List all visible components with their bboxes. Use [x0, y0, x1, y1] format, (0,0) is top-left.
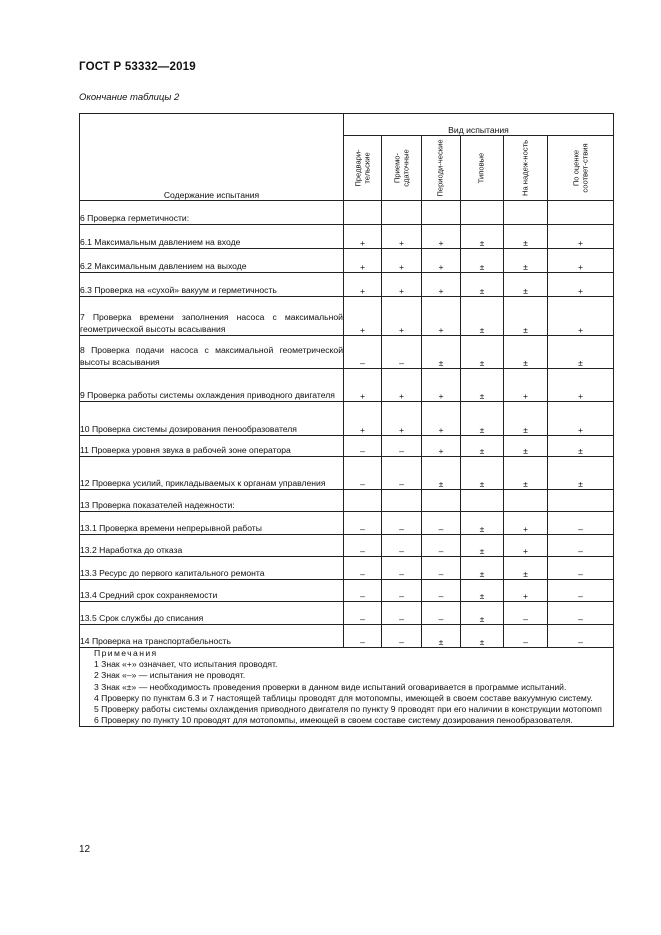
header-row-top: [80, 114, 614, 136]
row-mark: ±: [461, 602, 504, 625]
row-mark: –: [382, 436, 422, 457]
row-mark: +: [382, 402, 422, 436]
table-row: [80, 535, 614, 557]
row-mark: ±: [461, 297, 504, 336]
row-mark: +: [548, 249, 614, 273]
row-description: 13.1 Проверка времени непрерывной работы: [80, 512, 344, 535]
row-mark: +: [344, 225, 382, 249]
row-description: 13.5 Срок службы до списания: [80, 602, 344, 625]
document-standard-title: ГОСТ Р 53332—2019: [79, 61, 196, 73]
row-mark: –: [344, 625, 382, 648]
table-row: [80, 602, 614, 625]
row-mark: +: [344, 249, 382, 273]
table-row: [80, 512, 614, 535]
row-mark: +: [422, 297, 461, 336]
table-row: [80, 625, 614, 648]
row-mark: –: [382, 557, 422, 580]
table-row: [80, 557, 614, 580]
row-mark: +: [382, 273, 422, 297]
row-mark: +: [422, 273, 461, 297]
row-mark: ±: [461, 336, 504, 369]
row-description: 11 Проверка уровня звука в рабочей зоне оператора: [80, 436, 344, 457]
row-mark: –: [382, 625, 422, 648]
test-types-table: [79, 113, 614, 727]
row-description: 6.3 Проверка на «сухой» вакуум и герметичность: [80, 273, 344, 297]
row-mark: ±: [548, 457, 614, 490]
row-mark: –: [344, 512, 382, 535]
header-col: [422, 136, 461, 201]
row-mark: –: [344, 602, 382, 625]
header-col: [548, 136, 614, 201]
row-mark: ±: [422, 625, 461, 648]
row-mark: +: [422, 369, 461, 402]
row-mark: [382, 490, 422, 512]
row-mark: [461, 490, 504, 512]
table-row: [80, 225, 614, 249]
row-description: 13 Проверка показателей надежности:: [80, 490, 344, 512]
header-col-label: Приемо-сдаточные: [391, 149, 410, 187]
row-description: 13.4 Средний срок сохраняемости: [80, 580, 344, 602]
row-mark: +: [344, 273, 382, 297]
header-col: [382, 136, 422, 201]
row-mark: [504, 490, 548, 512]
header-content: Содержание испытания: [80, 114, 344, 201]
row-mark: –: [548, 557, 614, 580]
row-description: 14 Проверка на транспортабельность: [80, 625, 344, 648]
row-mark: –: [548, 535, 614, 557]
row-description: 6.1 Максимальным давлением на входе: [80, 225, 344, 249]
row-mark: –: [344, 535, 382, 557]
row-mark: ±: [504, 457, 548, 490]
row-mark: +: [382, 369, 422, 402]
row-mark: –: [504, 625, 548, 648]
row-mark: ±: [422, 336, 461, 369]
row-mark: –: [344, 580, 382, 602]
row-mark: [382, 201, 422, 225]
row-mark: ±: [504, 273, 548, 297]
row-mark: ±: [548, 436, 614, 457]
row-mark: ±: [461, 512, 504, 535]
row-mark: ±: [461, 535, 504, 557]
row-mark: +: [548, 225, 614, 249]
row-mark: –: [548, 602, 614, 625]
row-mark: +: [548, 369, 614, 402]
row-mark: –: [382, 580, 422, 602]
row-mark: +: [504, 512, 548, 535]
table-row: [80, 369, 614, 402]
table-row: [80, 297, 614, 336]
row-mark: –: [548, 580, 614, 602]
note-item: 1 Знак «+» означает, что испытания проводят.: [94, 659, 278, 670]
row-mark: ±: [461, 557, 504, 580]
row-mark: –: [504, 602, 548, 625]
row-description: 6 Проверка герметичности:: [80, 201, 344, 225]
table-row: [80, 580, 614, 602]
row-mark: +: [548, 273, 614, 297]
row-mark: ±: [461, 457, 504, 490]
row-mark: ±: [461, 225, 504, 249]
row-description: 10 Проверка системы дозирования пенообразователя: [80, 402, 344, 436]
row-mark: +: [344, 369, 382, 402]
row-mark: ±: [504, 297, 548, 336]
row-mark: +: [344, 402, 382, 436]
header-col-label: Предвари-тельские: [352, 149, 371, 187]
row-mark: –: [548, 512, 614, 535]
table-row: [80, 490, 614, 512]
header-col: [504, 136, 548, 201]
row-description: 12 Проверка усилий, прикладываемых к органам управления: [80, 457, 344, 490]
row-mark: ±: [422, 457, 461, 490]
table-row: [80, 336, 614, 369]
row-mark: +: [548, 402, 614, 436]
row-mark: +: [422, 402, 461, 436]
row-mark: [344, 490, 382, 512]
row-mark: ±: [461, 273, 504, 297]
row-mark: –: [548, 625, 614, 648]
table-row: [80, 273, 614, 297]
notes-cell: [80, 648, 614, 727]
row-mark: –: [344, 436, 382, 457]
row-mark: [461, 201, 504, 225]
note-item: 4 Проверку по пунктам 6.3 и 7 настоящей таблицы проводят для мотопомпы, имеющей в своем составе вакуумную систему.: [94, 692, 593, 703]
row-mark: –: [344, 336, 382, 369]
note-item: 6 Проверку по пункту 10 проводят для мотопомпы, имеющей в своем составе систему дозирования пенообразователя.: [94, 715, 573, 726]
row-mark: [504, 201, 548, 225]
row-mark: –: [344, 457, 382, 490]
row-mark: –: [382, 457, 422, 490]
row-mark: [344, 201, 382, 225]
row-mark: ±: [504, 402, 548, 436]
row-mark: ±: [504, 249, 548, 273]
note-item: 5 Проверку работы системы охлаждения приводного двигателя по пункту 9 проводят при его наличии в конструкции мотопомп: [94, 704, 602, 715]
table-row: [80, 249, 614, 273]
row-mark: +: [504, 369, 548, 402]
row-mark: ±: [461, 402, 504, 436]
row-mark: +: [548, 297, 614, 336]
row-mark: +: [382, 297, 422, 336]
note-item: 3 Знак «±» — необходимость проведения проверки в данном виде испытаний оговаривается в программе испытаний.: [94, 681, 567, 692]
row-mark: –: [422, 602, 461, 625]
row-mark: +: [344, 297, 382, 336]
row-description: 6.2 Максимальным давлением на выходе: [80, 249, 344, 273]
row-mark: ±: [461, 580, 504, 602]
note-item: 2 Знак «–» — испытания не проводят.: [94, 670, 246, 681]
row-description: 13.3 Ресурс до первого капитального ремонта: [80, 557, 344, 580]
row-mark: ±: [548, 336, 614, 369]
row-mark: +: [422, 225, 461, 249]
table-caption: Окончание таблицы 2: [79, 92, 180, 103]
header-test-type: Вид испытания: [344, 114, 614, 136]
row-mark: +: [422, 436, 461, 457]
row-mark: +: [504, 535, 548, 557]
row-mark: ±: [461, 249, 504, 273]
header-col-label: Типовые: [476, 152, 486, 184]
row-mark: [548, 201, 614, 225]
row-mark: –: [382, 336, 422, 369]
row-mark: –: [422, 557, 461, 580]
header-col: [461, 136, 504, 201]
row-mark: ±: [461, 436, 504, 457]
header-col-label: По оценке соответ-ствия: [570, 143, 589, 193]
header-col-label: Периоди-ческие: [435, 139, 445, 197]
row-mark: ±: [461, 369, 504, 402]
row-mark: –: [382, 535, 422, 557]
row-mark: +: [382, 249, 422, 273]
row-mark: –: [382, 602, 422, 625]
page-number: 12: [79, 844, 91, 855]
row-mark: –: [344, 557, 382, 580]
row-mark: +: [382, 225, 422, 249]
header-col: [344, 136, 382, 201]
row-mark: ±: [461, 625, 504, 648]
row-description: 13.2 Наработка до отказа: [80, 535, 344, 557]
row-mark: [548, 490, 614, 512]
table-row: [80, 201, 614, 225]
row-mark: –: [422, 535, 461, 557]
row-mark: [422, 201, 461, 225]
row-mark: ±: [504, 336, 548, 369]
row-mark: ±: [504, 436, 548, 457]
row-mark: –: [422, 512, 461, 535]
row-mark: –: [422, 580, 461, 602]
row-mark: ±: [504, 557, 548, 580]
header-col-label: На надеж-ность: [520, 139, 530, 197]
table-row: [80, 436, 614, 457]
notes-title: Примечания: [94, 648, 158, 658]
table-body: [80, 114, 614, 727]
notes-row: [80, 648, 614, 727]
row-mark: +: [422, 249, 461, 273]
row-description: 9 Проверка работы системы охлаждения приводного двигателя: [80, 369, 344, 402]
row-description: 8 Проверка подачи насоса с максимальной геометрической высоты всасывания: [80, 336, 344, 369]
row-mark: +: [504, 580, 548, 602]
table-row: [80, 402, 614, 436]
row-mark: ±: [504, 225, 548, 249]
row-mark: –: [382, 512, 422, 535]
row-description: 7 Проверка времени заполнения насоса с максимальной геометрической высоты всасывания: [80, 297, 344, 336]
table-row: [80, 457, 614, 490]
row-mark: [422, 490, 461, 512]
